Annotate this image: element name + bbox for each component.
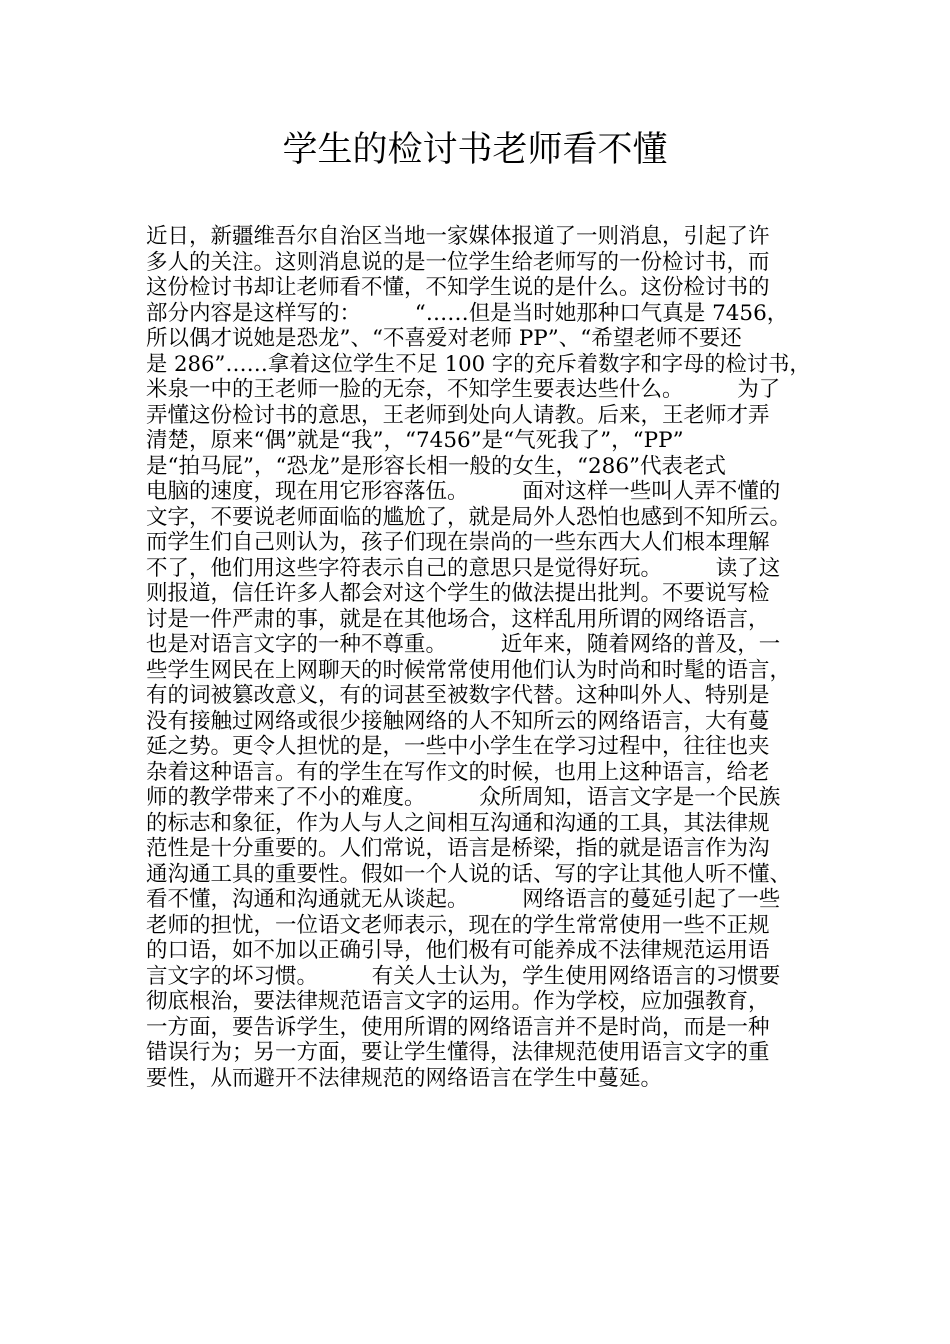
body-line: 老师的担忧，一位语文老师表示，现在的学生常常使用一些不正规 bbox=[146, 912, 770, 938]
body-line: 杂着这种语言。有的学生在写作文的时候，也用上这种语言，给老 bbox=[146, 759, 770, 785]
body-line: 的口语，如不加以正确引导，他们极有可能养成不法律规范运用语 bbox=[146, 938, 770, 963]
body-line: 则报道，信任许多人都会对这个学生的做法提出批判。不要说写检 bbox=[146, 581, 770, 606]
body-line: 有的词被篡改意义，有的词甚至被数字代替。这种叫外人、特别是 bbox=[146, 683, 770, 708]
body-line: 的标志和象征，作为人与人之间相互沟通和沟通的工具，其法律规 bbox=[146, 810, 770, 836]
body-line: 讨是一件严肃的事，就是在其他场合，这样乱用所谓的网络语言， bbox=[146, 606, 770, 632]
body-line: 要性，从而避开不法律规范的网络语言在学生中蔓延。 bbox=[146, 1065, 663, 1091]
body-line: 部分内容是这样写的： “……但是当时她那种口气真是 7456， bbox=[146, 300, 789, 326]
body-line: 些学生网民在上网聊天的时候常常使用他们认为时尚和时髦的语言， bbox=[146, 657, 792, 683]
body-line: 错误行为；另一方面，要让学生懂得，法律规范使用语言文字的重 bbox=[146, 1040, 770, 1065]
body-line: 言文字的坏习惯。 有关人士认为，学生使用网络语言的习惯要 bbox=[146, 963, 781, 989]
body-line: 也是对语言文字的一种不尊重。 近年来，随着网络的普及，一 bbox=[146, 632, 781, 657]
body-line: 范性是十分重要的。人们常说，语言是桥梁，指的就是语言作为沟 bbox=[146, 836, 770, 861]
body-line: 不了，他们用这些字符表示自己的意思只是觉得好玩。 读了这 bbox=[146, 555, 781, 581]
body-line: 所以偶才说她是恐龙”、“不喜爱对老师 PP”、“希望老师不要还 bbox=[146, 326, 742, 351]
body-line: 清楚，原来“偶”就是“我”，“7456”是“气死我了”，“PP” bbox=[146, 428, 684, 453]
document-body bbox=[146, 224, 811, 1091]
document-title: 学生的检讨书老师看不懂 bbox=[282, 130, 668, 170]
body-line: 而学生们自己则认为，孩子们现在崇尚的一些东西大人们根本理解 bbox=[146, 530, 770, 555]
body-line: 近日，新疆维吾尔自治区当地一家媒体报道了一则消息，引起了许 bbox=[146, 224, 770, 249]
body-line: 看不懂，沟通和沟通就无从谈起。 网络语言的蔓延引起了一些 bbox=[146, 887, 781, 912]
body-line: 弄懂这份检讨书的意思，王老师到处向人请教。后来，王老师才弄 bbox=[146, 402, 770, 428]
body-line: 是“拍马屁”，“恐龙”是形容长相一般的女生，“286”代表老式 bbox=[146, 453, 726, 479]
body-line: 没有接触过网络或很少接触网络的人不知所云的网络语言，大有蔓 bbox=[146, 708, 770, 734]
body-line: 彻底根治，要法律规范语言文字的运用。作为学校，应加强教育， bbox=[146, 989, 770, 1014]
body-line: 通沟通工具的重要性。假如一个人说的话、写的字让其他人听不懂、 bbox=[146, 861, 792, 887]
body-line: 电脑的速度，现在用它形容落伍。 面对这样一些叫人弄不懂的 bbox=[146, 479, 781, 504]
body-line: 一方面，要告诉学生，使用所谓的网络语言并不是时尚，而是一种 bbox=[146, 1014, 770, 1040]
body-line: 是 286”……拿着这位学生不足 100 字的充斥着数字和字母的检讨书， bbox=[146, 351, 811, 377]
body-line: 这份检讨书却让老师看不懂，不知学生说的是什么。这份检讨书的 bbox=[146, 275, 770, 300]
body-line: 米泉一中的王老师一脸的无奈，不知学生要表达些什么。 为了 bbox=[146, 377, 781, 402]
body-line: 师的教学带来了不小的难度。 众所周知，语言文字是一个民族 bbox=[146, 785, 781, 810]
body-line: 延之势。更令人担忧的是，一些中小学生在学习过程中，往往也夹 bbox=[146, 734, 770, 759]
body-line: 多人的关注。这则消息说的是一位学生给老师写的一份检讨书，而 bbox=[146, 249, 770, 275]
body-line: 文字，不要说老师面临的尴尬了，就是局外人恐怕也感到不知所云。 bbox=[146, 504, 792, 530]
